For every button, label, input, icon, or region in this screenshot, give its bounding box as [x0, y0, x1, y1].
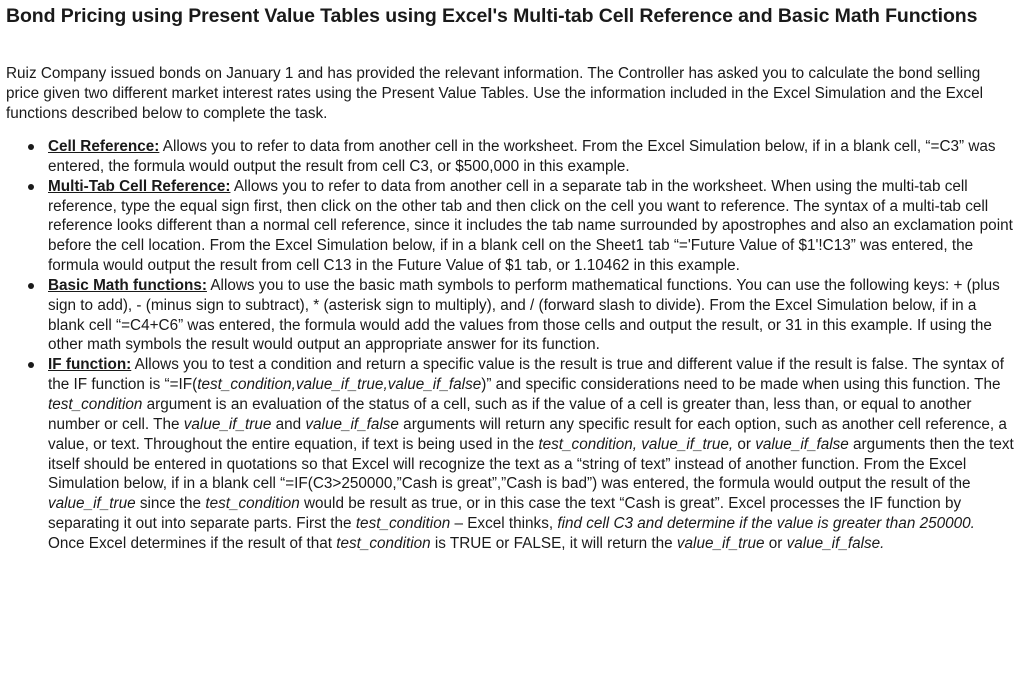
if-text-2: )” and specific considerations need to be made when using this function. The — [481, 376, 1001, 394]
if-italic-11: test_condition — [336, 534, 431, 552]
list-item-if-function — [48, 355, 1014, 553]
if-text-9: would be result as true, or in this case the text “Cash is great”. Excel processes the IF function by separating it out into separate parts. First the — [48, 495, 962, 533]
term-if-function: IF function: — [48, 356, 132, 374]
term-multi-tab: Multi-Tab Cell Reference: — [48, 177, 231, 195]
page-title: Bond Pricing using Present Value Tables using Excel's Multi-tab Cell Reference and Basic Math Functions — [6, 5, 978, 27]
bullet-icon — [28, 144, 34, 150]
bullet-icon — [28, 362, 34, 368]
bullet-icon — [28, 184, 34, 190]
description-multi-tab: Allows you to refer to data from another cell in a separate tab in the worksheet. When using the multi-tab cell reference, type the equal sign first, then click on the other tab and then click on the cell you want to reference. The syntax of a multi-tab cell reference looks different than a normal cell reference, since it includes the tab name surrounded by apostrophes and also an exclamation point before the cell location. From the Excel Simulation below, if in a blank cell on the Sheet1 tab “='Future Value of $1'!C13” was entered, the formula would output the result from cell C13 in the Future Value of $1 tab, or 1.10462 in this example. — [48, 177, 1013, 275]
bullet-icon — [28, 283, 34, 289]
list-item-basic-math — [48, 276, 1014, 355]
if-italic-12: value_if_true — [676, 534, 765, 552]
if-italic-2: test_condition — [48, 395, 143, 413]
if-text-3: argument is an evaluation of the status of a cell, such as if the value of a cell is greater than, less than, or equal to another number or cell. The — [48, 395, 972, 433]
if-text-7: arguments then the text itself should be entered in quotations so that Excel will recognize the text as a “string of text” instead of another function. From the Excel Simulation below, if in a blank cell “=IF(C3>250000,”Cash is great”,”Cash is bad”) was entered, the formula would output the result of the — [48, 435, 1014, 493]
description-basic-math: Allows you to use the basic math symbols to perform mathematical functions. You can use the following keys: + (plus sign to add), - (minus sign to subtract), * (asterisk sign to multiply), and / (forward slash to divide). From the Excel Simulation below, if in a blank cell “=C4+C6” was entered, the formula would add the values from those cells and output the result, or 31 in this example. If using the other math symbols the result would output an appropriate answer for its function. — [48, 276, 1000, 354]
list-item-multi-tab — [48, 177, 1014, 276]
if-text-13: or — [764, 534, 787, 552]
if-text-6: or — [733, 435, 756, 453]
if-text-10: – Excel thinks, — [450, 515, 558, 533]
if-italic-3: value_if_true — [183, 415, 272, 433]
description-cell-reference: Allows you to refer to data from another cell in the worksheet. From the Excel Simulation below, if in a blank cell, “=C3” was entered, the formula would output the result from cell C3, or $500,000 in this example. — [48, 138, 996, 175]
if-text-1: Allows you to test a condition and return a specific value is the result is true and different value if the result is false. The syntax of the IF function is “=IF( — [48, 356, 1004, 394]
if-italic-1: test_condition,value_if_true,value_if_false — [197, 376, 482, 394]
if-text-8: since the — [135, 495, 206, 513]
if-italic-8: test_condition — [205, 495, 300, 513]
if-text-4: and — [271, 415, 306, 433]
if-text-5: arguments will return any specific result for each option, such as another cell reference, a value, or text. Throughout the entire equation, if text is being used in the — [48, 415, 1007, 453]
if-italic-5: test_condition, value_if_true, — [538, 435, 734, 453]
if-text-11: Once Excel determines if the result of that — [48, 534, 337, 552]
if-italic-10: find cell C3 and determine if the value is greater than 250000. — [557, 515, 975, 533]
topic-list — [6, 137, 1014, 554]
if-text-12: is TRUE or FALSE, it will return the — [430, 534, 677, 552]
if-italic-9: test_condition — [355, 515, 451, 533]
if-italic-13: value_if_false. — [786, 534, 885, 552]
term-basic-math: Basic Math functions: — [48, 276, 207, 294]
list-item-cell-reference — [48, 137, 1014, 177]
intro-paragraph: Ruiz Company issued bonds on January 1 and has provided the relevant information. The Controller has asked you to calculate the bond selling price given two different market interest rates using the Present Value Tables. Use the information included in the Excel Simulation and the Excel functions described below to complete the task. — [6, 65, 983, 122]
if-italic-6: value_if_false — [755, 435, 849, 453]
if-italic-7: value_if_true — [48, 495, 136, 513]
term-cell-reference: Cell Reference: — [48, 138, 160, 155]
if-italic-4: value_if_false — [305, 415, 399, 433]
